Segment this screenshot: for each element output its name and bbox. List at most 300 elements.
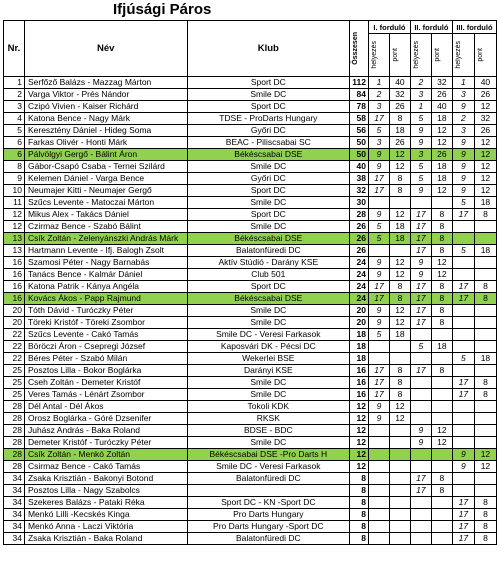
row-place-round2: 2 (410, 77, 431, 89)
row-place-round1: 17 (368, 293, 389, 305)
row-points-round1: 12 (389, 257, 410, 269)
table-row (4, 209, 497, 221)
row-club: Sport DC (187, 185, 350, 197)
row-club: TDSE - ProDarts Hungary (187, 113, 350, 125)
page-title: Ifjúsági Páros (113, 1, 212, 18)
row-points-round1: 8 (389, 185, 410, 197)
row-club: Békéscsabai DSE (187, 149, 350, 161)
row-points-round1 (389, 521, 410, 533)
row-points-round3 (474, 317, 496, 329)
row-points-round1: 8 (389, 377, 410, 389)
row-points-round2: 8 (431, 233, 452, 245)
row-total: 18 (350, 353, 369, 365)
row-club: Balatonfüredi DC (187, 245, 350, 257)
row-place-round2 (410, 509, 431, 521)
row-points-round1 (389, 485, 410, 497)
row-club: Aktív Stúdió - Darány KSE (187, 257, 350, 269)
row-place-round3 (452, 401, 474, 413)
row-place-round3: 2 (452, 113, 474, 125)
row-points-round2: 26 (431, 149, 452, 161)
row-place-round1 (368, 461, 389, 473)
row-points-round3: 8 (474, 497, 496, 509)
row-name: Posztos Lilla - Nagy Szabolcs (24, 485, 187, 497)
row-points-round2: 18 (431, 161, 452, 173)
row-points-round2: 12 (431, 257, 452, 269)
row-points-round1: 12 (389, 209, 410, 221)
row-place-round3: 3 (452, 125, 474, 137)
row-place-round1: 5 (368, 233, 389, 245)
row-place-round1: 9 (368, 257, 389, 269)
row-nr: 28 (4, 413, 25, 425)
row-points-round3 (474, 221, 496, 233)
row-place-round1: 3 (368, 101, 389, 113)
row-total: 8 (350, 509, 369, 521)
row-points-round1: 12 (389, 149, 410, 161)
row-points-round1: 8 (389, 293, 410, 305)
row-points-round1: 8 (389, 173, 410, 185)
row-points-round3: 12 (474, 161, 496, 173)
row-nr: 12 (4, 209, 25, 221)
table-row (4, 473, 497, 485)
row-place-round3: 9 (452, 461, 474, 473)
row-place-round2: 17 (410, 221, 431, 233)
row-name: Szűcs Levente - Matoczai Márton (24, 197, 187, 209)
row-club: Békéscsabai DSE (187, 293, 350, 305)
row-nr: 34 (4, 533, 25, 545)
row-place-round2: 5 (410, 161, 431, 173)
row-nr: 5 (4, 125, 25, 137)
row-nr: 16 (4, 293, 25, 305)
row-points-round3 (474, 413, 496, 425)
row-name: Pálvölgyi Gergő - Bálint Áron (24, 149, 187, 161)
row-points-round1: 12 (389, 413, 410, 425)
row-club: Smile DC (187, 437, 350, 449)
row-nr: 9 (4, 173, 25, 185)
row-place-round2: 17 (410, 485, 431, 497)
row-name: Béres Péter - Szabó Milán (24, 353, 187, 365)
header-helyezes-2 (410, 34, 431, 77)
row-points-round2: 18 (431, 173, 452, 185)
row-place-round2: 9 (410, 437, 431, 449)
row-nr: 28 (4, 401, 25, 413)
row-place-round2: 17 (410, 209, 431, 221)
row-place-round1: 9 (368, 149, 389, 161)
row-points-round2 (431, 461, 452, 473)
header-round2: II. forduló (410, 21, 452, 34)
row-total: 8 (350, 485, 369, 497)
row-name: Katona Patrik - Kánya Angéla (24, 281, 187, 293)
row-points-round1: 40 (389, 77, 410, 89)
row-points-round1: 32 (389, 89, 410, 101)
row-nr: 34 (4, 497, 25, 509)
row-place-round3 (452, 437, 474, 449)
row-points-round3: 8 (474, 389, 496, 401)
row-name: Csirmaz Bence - Cakó Tamás (24, 461, 187, 473)
row-points-round1: 8 (389, 389, 410, 401)
row-place-round3: 17 (452, 281, 474, 293)
row-place-round2 (410, 521, 431, 533)
row-points-round1: 8 (389, 113, 410, 125)
row-nr: 6 (4, 149, 25, 161)
row-points-round3 (474, 341, 496, 353)
row-points-round2 (431, 449, 452, 461)
row-points-round3: 32 (474, 113, 496, 125)
row-points-round2 (431, 521, 452, 533)
row-total: 18 (350, 329, 369, 341)
row-name: Menkó Lilli -Kecskés Kinga (24, 509, 187, 521)
row-place-round3: 17 (452, 377, 474, 389)
row-points-round2: 12 (431, 269, 452, 281)
row-total: 12 (350, 437, 369, 449)
row-place-round2: 9 (410, 185, 431, 197)
row-name: Neumajer Kitti - Neumajer Gergő (24, 185, 187, 197)
row-name: Mikus Alex - Takács Dániel (24, 209, 187, 221)
row-place-round3 (452, 233, 474, 245)
header-nev: Név (24, 21, 187, 77)
row-place-round3: 17 (452, 533, 474, 545)
row-place-round1: 3 (368, 137, 389, 149)
row-place-round2: 5 (410, 173, 431, 185)
row-points-round3: 12 (474, 101, 496, 113)
row-nr: 20 (4, 317, 25, 329)
row-points-round3 (474, 269, 496, 281)
row-place-round2: 1 (410, 101, 431, 113)
row-points-round1 (389, 509, 410, 521)
row-points-round3: 8 (474, 509, 496, 521)
row-points-round3: 26 (474, 125, 496, 137)
row-total: 84 (350, 89, 369, 101)
row-place-round1: 17 (368, 113, 389, 125)
header-helyezes-3-label: helyezés (454, 41, 462, 69)
row-points-round1: 12 (389, 317, 410, 329)
row-place-round1: 5 (368, 329, 389, 341)
row-points-round1: 26 (389, 101, 410, 113)
row-place-round2 (410, 353, 431, 365)
table-row (4, 485, 497, 497)
table-row (4, 149, 497, 161)
row-name: Orosz Boglárka - Góré Dzsenifer (24, 413, 187, 425)
row-points-round3 (474, 425, 496, 437)
table-row (4, 377, 497, 389)
row-club: RKSK (187, 413, 350, 425)
row-points-round1: 12 (389, 161, 410, 173)
row-club: Balatonfüredi DC (187, 533, 350, 545)
row-points-round3: 18 (474, 245, 496, 257)
row-total: 8 (350, 473, 369, 485)
row-points-round3: 18 (474, 197, 496, 209)
row-place-round1: 17 (368, 173, 389, 185)
row-place-round1: 9 (368, 401, 389, 413)
row-club: Pro Darts Hungary (187, 509, 350, 521)
row-total: 16 (350, 377, 369, 389)
row-points-round1: 12 (389, 269, 410, 281)
row-place-round2 (410, 401, 431, 413)
row-points-round1 (389, 533, 410, 545)
row-name: Cseh Zoltán - Demeter Kristóf (24, 377, 187, 389)
row-nr: 22 (4, 329, 25, 341)
row-name: Csík Zoltán - Menkó Zoltán (24, 449, 187, 461)
row-nr: 13 (4, 245, 25, 257)
row-place-round1: 9 (368, 161, 389, 173)
row-total: 50 (350, 149, 369, 161)
row-points-round2 (431, 197, 452, 209)
row-place-round3: 3 (452, 89, 474, 101)
row-points-round2: 8 (431, 293, 452, 305)
row-points-round1 (389, 197, 410, 209)
row-club: Balatonfüredi DC (187, 473, 350, 485)
row-place-round1: 17 (368, 365, 389, 377)
header-osszesen (350, 21, 369, 77)
row-points-round2: 12 (431, 437, 452, 449)
row-points-round3 (474, 473, 496, 485)
row-place-round1: 9 (368, 413, 389, 425)
table-row (4, 509, 497, 521)
table-row (4, 497, 497, 509)
row-points-round3: 12 (474, 449, 496, 461)
row-points-round2 (431, 509, 452, 521)
row-place-round3 (452, 317, 474, 329)
row-place-round3 (452, 341, 474, 353)
row-place-round3: 5 (452, 197, 474, 209)
row-total: 24 (350, 257, 369, 269)
row-place-round1: 9 (368, 305, 389, 317)
row-total: 26 (350, 245, 369, 257)
row-points-round2: 18 (431, 113, 452, 125)
row-total: 40 (350, 161, 369, 173)
row-points-round2 (431, 329, 452, 341)
row-points-round3: 12 (474, 137, 496, 149)
row-name: Juhász András - Baka Roland (24, 425, 187, 437)
row-name: Katona Bence - Nagy Márk (24, 113, 187, 125)
row-name: Csík Zoltán - Zelenyánszki András Márk (24, 233, 187, 245)
row-points-round3: 12 (474, 173, 496, 185)
row-points-round1 (389, 449, 410, 461)
row-points-round2: 12 (431, 425, 452, 437)
header-klub: Klub (187, 21, 350, 77)
row-name: Szekeres Balázs - Pataki Réka (24, 497, 187, 509)
row-club: BDSE - BDC (187, 425, 350, 437)
row-name: Veres Tamás - Lénárt Zsombor (24, 389, 187, 401)
row-nr: 8 (4, 161, 25, 173)
row-total: 16 (350, 389, 369, 401)
row-total: 58 (350, 113, 369, 125)
row-points-round2: 8 (431, 365, 452, 377)
row-place-round2: 3 (410, 89, 431, 101)
row-place-round2: 17 (410, 317, 431, 329)
row-club: Sport DC (187, 209, 350, 221)
row-points-round2: 8 (431, 245, 452, 257)
row-nr: 16 (4, 257, 25, 269)
row-nr: 11 (4, 197, 25, 209)
row-nr: 34 (4, 521, 25, 533)
table-row (4, 89, 497, 101)
row-place-round1: 9 (368, 317, 389, 329)
row-club: Sport DC (187, 101, 350, 113)
row-points-round2 (431, 401, 452, 413)
row-place-round2: 17 (410, 293, 431, 305)
row-place-round2 (410, 461, 431, 473)
row-points-round3: 8 (474, 293, 496, 305)
row-name: Menkó Anna - Laczi Viktória (24, 521, 187, 533)
row-points-round3 (474, 233, 496, 245)
row-nr: 28 (4, 425, 25, 437)
row-club: Club 501 (187, 269, 350, 281)
header-helyezes-1-label: helyezés (370, 41, 378, 69)
row-place-round1 (368, 437, 389, 449)
row-points-round1: 18 (389, 221, 410, 233)
row-total: 12 (350, 449, 369, 461)
row-points-round1: 18 (389, 329, 410, 341)
header-helyezes-3 (452, 34, 474, 77)
row-place-round3: 5 (452, 245, 474, 257)
table-row (4, 389, 497, 401)
row-place-round1: 2 (368, 89, 389, 101)
row-place-round3: 17 (452, 521, 474, 533)
row-nr: 25 (4, 365, 25, 377)
row-place-round1 (368, 245, 389, 257)
row-points-round1: 12 (389, 305, 410, 317)
row-points-round2: 12 (431, 125, 452, 137)
row-club: Smile DC (187, 317, 350, 329)
row-place-round2: 9 (410, 269, 431, 281)
row-points-round1 (389, 437, 410, 449)
table-row (4, 521, 497, 533)
row-place-round2: 9 (410, 257, 431, 269)
row-club: Sport DC - KN -Sport DC (187, 497, 350, 509)
row-points-round3: 8 (474, 209, 496, 221)
row-place-round2 (410, 329, 431, 341)
row-nr: 3 (4, 101, 25, 113)
header-pont-2-label: pont (433, 48, 441, 62)
row-place-round1 (368, 497, 389, 509)
row-total: 26 (350, 233, 369, 245)
row-place-round1 (368, 473, 389, 485)
header-pont-2 (431, 34, 452, 77)
row-total: 20 (350, 317, 369, 329)
row-points-round3: 8 (474, 377, 496, 389)
row-points-round3 (474, 437, 496, 449)
row-place-round3 (452, 485, 474, 497)
row-place-round2: 17 (410, 365, 431, 377)
row-place-round1: 5 (368, 221, 389, 233)
header-helyezes-2-label: helyezés (412, 41, 420, 69)
row-name: Szamosi Péter - Nagy Barnabás (24, 257, 187, 269)
row-points-round3: 12 (474, 149, 496, 161)
row-total: 8 (350, 521, 369, 533)
row-club: Smile DC (187, 89, 350, 101)
row-nr: 16 (4, 269, 25, 281)
table-row (4, 197, 497, 209)
row-total: 12 (350, 425, 369, 437)
row-club: Pro Darts Hungary -Sport DC (187, 521, 350, 533)
table-row (4, 185, 497, 197)
row-points-round2 (431, 389, 452, 401)
row-club: Békéscsabai DSE -Pro Darts H (187, 449, 350, 461)
row-points-round1 (389, 473, 410, 485)
row-place-round1: 17 (368, 389, 389, 401)
row-points-round2: 12 (431, 185, 452, 197)
row-nr: 12 (4, 221, 25, 233)
table-row (4, 365, 497, 377)
row-total: 50 (350, 137, 369, 149)
row-points-round1: 18 (389, 233, 410, 245)
row-place-round2: 5 (410, 113, 431, 125)
row-points-round2 (431, 413, 452, 425)
table-row (4, 413, 497, 425)
row-nr: 1 (4, 77, 25, 89)
table-row (4, 293, 497, 305)
row-total: 28 (350, 209, 369, 221)
row-club: Smile DC (187, 161, 350, 173)
row-place-round3 (452, 473, 474, 485)
row-total: 12 (350, 461, 369, 473)
row-place-round3: 17 (452, 497, 474, 509)
row-place-round1 (368, 197, 389, 209)
row-points-round3 (474, 401, 496, 413)
row-place-round3: 9 (452, 449, 474, 461)
row-total: 38 (350, 173, 369, 185)
row-points-round1: 8 (389, 281, 410, 293)
row-place-round2: 5 (410, 341, 431, 353)
row-nr: 6 (4, 137, 25, 149)
row-total: 78 (350, 101, 369, 113)
row-club: Smile DC (187, 197, 350, 209)
row-place-round2: 9 (410, 137, 431, 149)
row-place-round2 (410, 389, 431, 401)
row-name: Tóth Dávid - Turóczky Péter (24, 305, 187, 317)
row-club: Wekerlei BSE (187, 353, 350, 365)
row-points-round2: 26 (431, 89, 452, 101)
table-row (4, 125, 497, 137)
row-name: Szűcs Levente - Cakó Tamás (24, 329, 187, 341)
table-row (4, 173, 497, 185)
row-place-round3: 17 (452, 389, 474, 401)
row-points-round2: 8 (431, 473, 452, 485)
row-place-round3 (452, 269, 474, 281)
row-place-round3: 17 (452, 209, 474, 221)
row-place-round1 (368, 509, 389, 521)
row-nr: 28 (4, 461, 25, 473)
row-total: 20 (350, 305, 369, 317)
row-place-round1: 17 (368, 185, 389, 197)
row-place-round2: 17 (410, 305, 431, 317)
row-points-round3 (474, 305, 496, 317)
row-points-round2 (431, 497, 452, 509)
row-points-round1 (389, 353, 410, 365)
row-points-round1 (389, 425, 410, 437)
row-place-round3: 9 (452, 185, 474, 197)
row-place-round3: 5 (452, 353, 474, 365)
row-club: Sport DC (187, 281, 350, 293)
row-nr: 4 (4, 113, 25, 125)
row-place-round3: 9 (452, 101, 474, 113)
row-points-round2 (431, 353, 452, 365)
row-points-round2: 8 (431, 281, 452, 293)
table-row (4, 257, 497, 269)
row-total: 12 (350, 401, 369, 413)
row-club: Győri DC (187, 173, 350, 185)
row-club (187, 485, 350, 497)
row-club: Smile DC - Veresi Farkasok (187, 461, 350, 473)
row-club: BEAC - Piliscsabai SC (187, 137, 350, 149)
table-row (4, 425, 497, 437)
standings-table (3, 20, 497, 545)
row-points-round1: 26 (389, 137, 410, 149)
row-points-round2 (431, 377, 452, 389)
row-points-round1: 12 (389, 401, 410, 413)
row-name: Gábor-Csapó Csaba - Ternei Szilárd (24, 161, 187, 173)
row-club: Smile DC (187, 305, 350, 317)
